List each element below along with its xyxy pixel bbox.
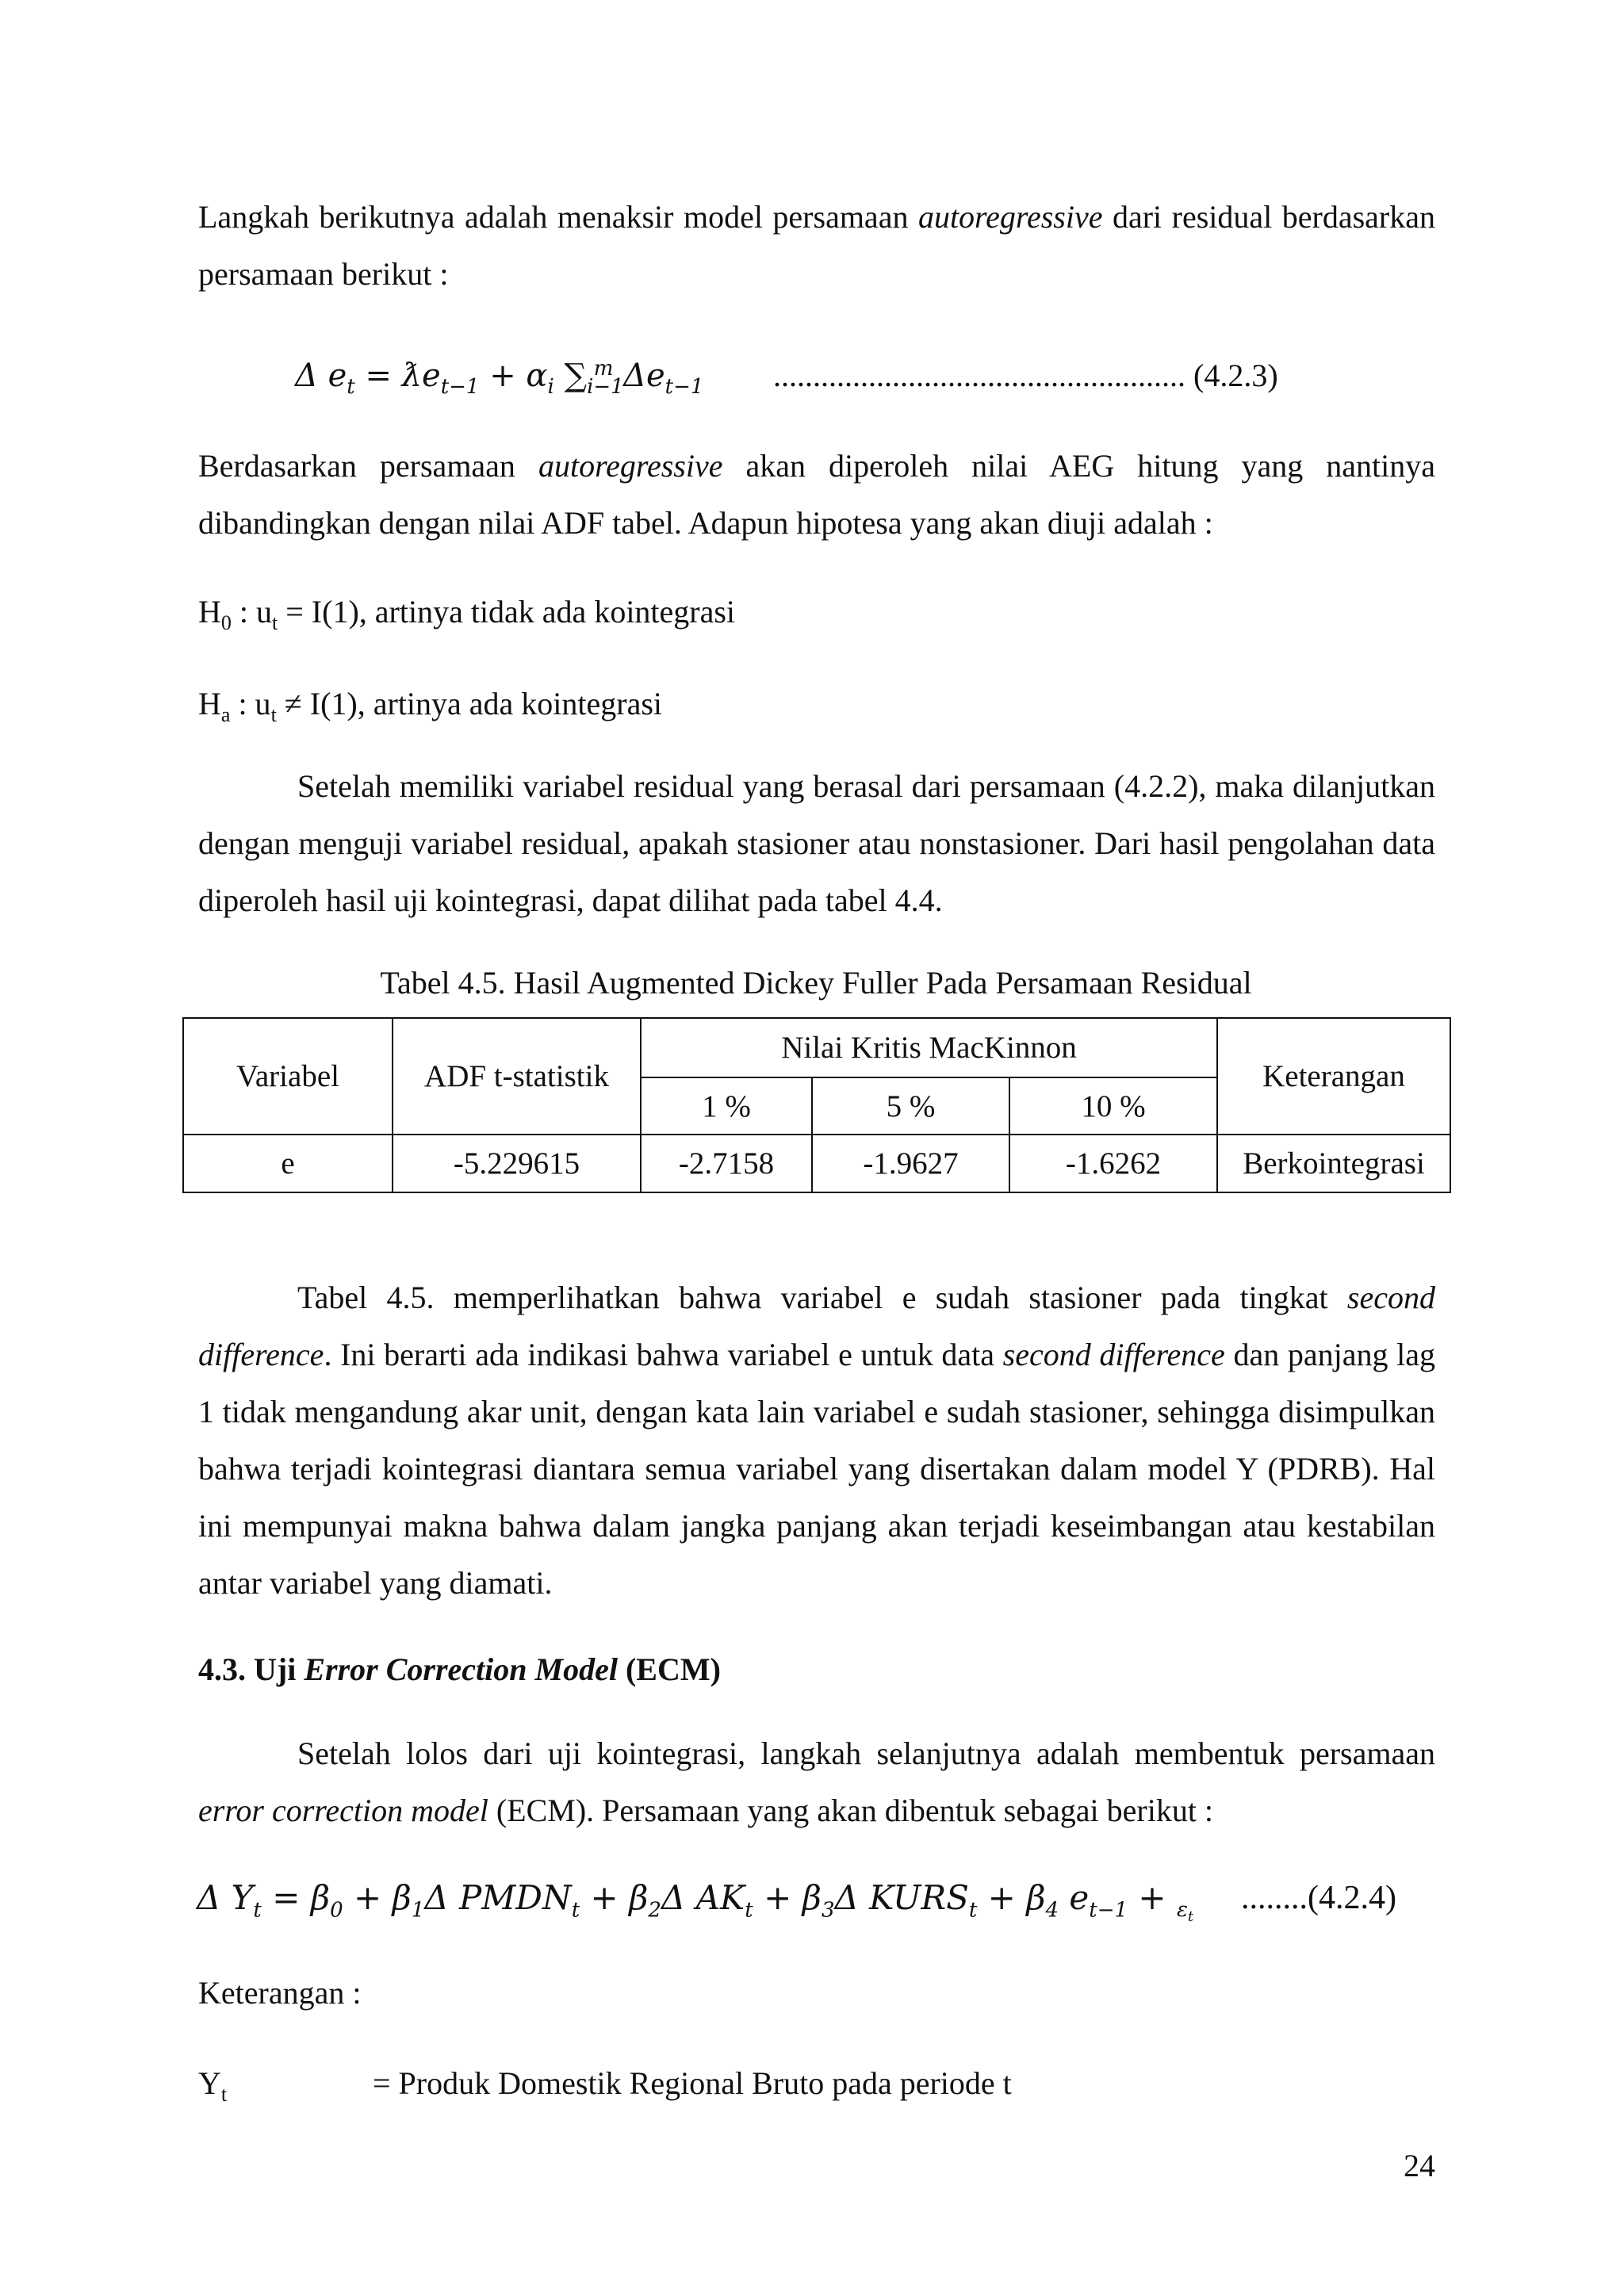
cell-variabel: e	[183, 1135, 393, 1192]
cell-keterangan: Berkointegrasi	[1217, 1135, 1450, 1192]
definition-text-yt: = Produk Domestik Regional Bruto pada periode t	[373, 2065, 1012, 2101]
section-heading-ecm: 4.3. Uji Error Correction Model (ECM)	[198, 1651, 721, 1687]
equation-4-2-4: Δ $Y_t = \beta_0 + \beta_1\Delta$ $PMDN_t + \beta_2\Delta$ $AK_t + \beta_3\Delta$ $KURS_t + \beta_4$ $e_{t-1} + _{\varepsilon_t}$	[197, 1878, 1194, 1926]
page-number: 24	[1404, 2148, 1435, 2183]
header-keterangan: Keterangan	[1217, 1018, 1450, 1135]
header-variabel: Variabel	[183, 1018, 393, 1135]
hypothesis-ha: $H_a$ : $u_t \ne I(1)$, artinya ada kointegrasi	[198, 686, 663, 726]
adf-results-table	[182, 1017, 1451, 1193]
paragraph-residual-test: Setelah memiliki variabel residual yang berasal dari persamaan (4.2.2), maka dilanjutkan dengan menguji variabel residual, apakah stasioner atau nonstasioner. Dari hasil pengolahan data diperoleh hasil uji kointegrasi, dapat dilihat pada tabel 4.4.	[198, 768, 1435, 918]
table-row	[183, 1135, 1450, 1192]
cell-5pct: -1.9627	[812, 1135, 1009, 1192]
header-10pct: 10 %	[1009, 1077, 1217, 1135]
equation-4-2-4-number: ........(4.2.4)	[1241, 1880, 1396, 1916]
paragraph-ecm-intro: Setelah lolos dari uji kointegrasi, langkah selanjutnya adalah membentuk persamaan error correction model (ECM). Persamaan yang akan dibentuk sebagai berikut :	[198, 1735, 1435, 1828]
equation-4-2-3: Δ $e_t$ = $ƛe_{t-1} + \alpha_i$ $\sum_{i-1}^m$ $\Delta e_{t-1}$	[295, 356, 704, 399]
paragraph-autoregressive-intro: Langkah berikutnya adalah menaksir model persamaan autoregressive dari residual berdasarkan persamaan berikut :	[198, 199, 1435, 292]
header-adf: ADF t-statistik	[393, 1018, 641, 1135]
header-5pct: 5 %	[812, 1077, 1009, 1135]
paragraph-table-interpretation: Tabel 4.5. memperlihatkan bahwa variabel e sudah stasioner pada tingkat second difference. Ini berarti ada indikasi bahwa variabel e untuk data second difference dan panjang lag 1 tidak mengandung akar unit, dengan kata lain variabel e sudah stasioner, sehingga disimpulkan bahwa terjadi kointegrasi diantara semua variabel yang disertakan dalam model Y (PDRB). Hal ini mempunyai makna bahwa dalam jangka panjang akan terjadi keseimbangan atau kestabilan antar variabel yang diamati.	[198, 1280, 1435, 1601]
cell-adf: -5.229615	[393, 1135, 641, 1192]
header-critical-values: Nilai Kritis MacKinnon	[641, 1018, 1217, 1077]
equation-4-2-3-number: .................................................... (4.2.3)	[773, 358, 1278, 393]
header-1pct: 1 %	[641, 1077, 812, 1135]
hypothesis-h0: $H_0$ : $u_t = I(1)$, artinya tidak ada kointegrasi	[198, 594, 736, 634]
definition-term-yt: $Y_t$	[198, 2065, 228, 2106]
cell-1pct: -2.7158	[641, 1135, 812, 1192]
cell-10pct: -1.6262	[1009, 1135, 1217, 1192]
table-caption: Tabel 4.5. Hasil Augmented Dickey Fuller Pada Persamaan Residual	[380, 965, 1252, 1001]
paragraph-hypothesis-intro: Berdasarkan persamaan autoregressive akan diperoleh nilai AEG hitung yang nantinya dibandingkan dengan nilai ADF tabel. Adapun hipotesa yang akan diuji adalah :	[198, 448, 1435, 541]
keterangan-label: Keterangan :	[198, 1975, 362, 2011]
